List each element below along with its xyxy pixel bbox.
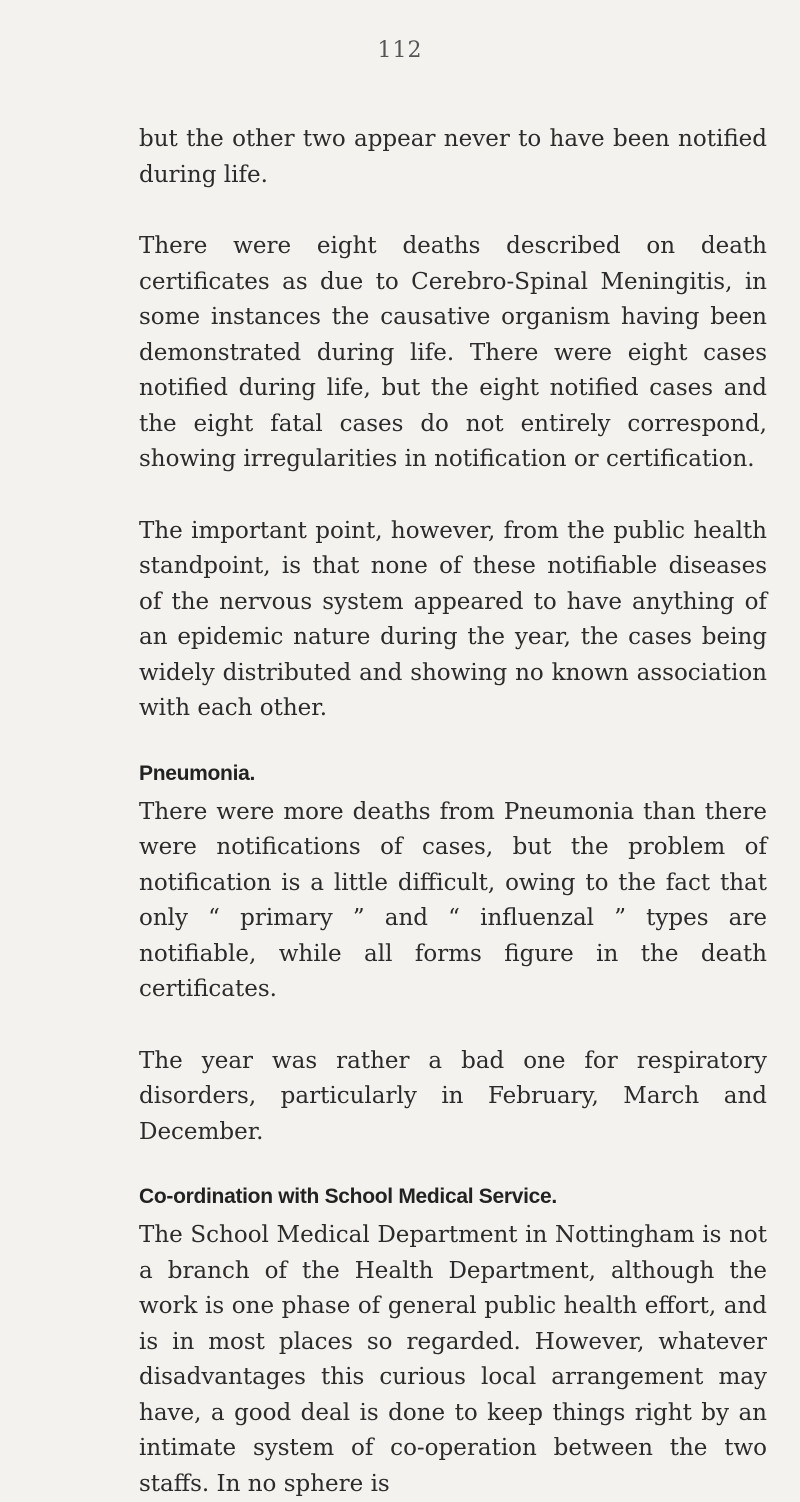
paragraph-respiratory-year: The year was rather a bad one for respiratory disorders, particularly in February, March and December.	[139, 1047, 767, 1145]
paragraph-meningitis: There were eight deaths described on death certificates as due to Cerebro-Spinal Meningitis, in some instances the causative organism having been demonstrated during life. There were eight cases notified during life, but the eight notified cases and the eight fatal cases do not entirely correspond, showing irregularities in notification or certification.	[139, 233, 767, 472]
paragraph-school-medical: The School Medical Department in Nottingham is not a branch of the Health Department, although the work is one phase of general public health effort, and is in most places so regarded. However, whatever disadvantages this curious local arrangement may have, a good deal is done to keep things right by an intimate system of co-operation between the two staffs. In no sphere is	[139, 1222, 767, 1497]
paragraph-pneumonia-notifications: There were more deaths from Pneumonia than there were notifications of cases, but the problem of notification is a little difficult, owing to the fact that only “ primary ” and “ influenzal ” types are notifiable, while all forms figure in the death certificates.	[139, 798, 767, 1002]
paragraph-continuation: but the other two appear never to have been notified during life.	[139, 126, 767, 188]
page-number: 112	[377, 38, 423, 63]
body-text	[139, 122, 767, 1502]
heading-pneumonia: Pneumonia.	[139, 761, 256, 785]
heading-coordination: Co-ordination with School Medical Service.	[139, 1185, 557, 1208]
paragraph-important-point: The important point, however, from the public health standpoint, is that none of these notifiable diseases of the nervous system appeared to have anything of an epidemic nature during the year, the cases being widely distributed and showing no known association with each other.	[139, 517, 767, 721]
